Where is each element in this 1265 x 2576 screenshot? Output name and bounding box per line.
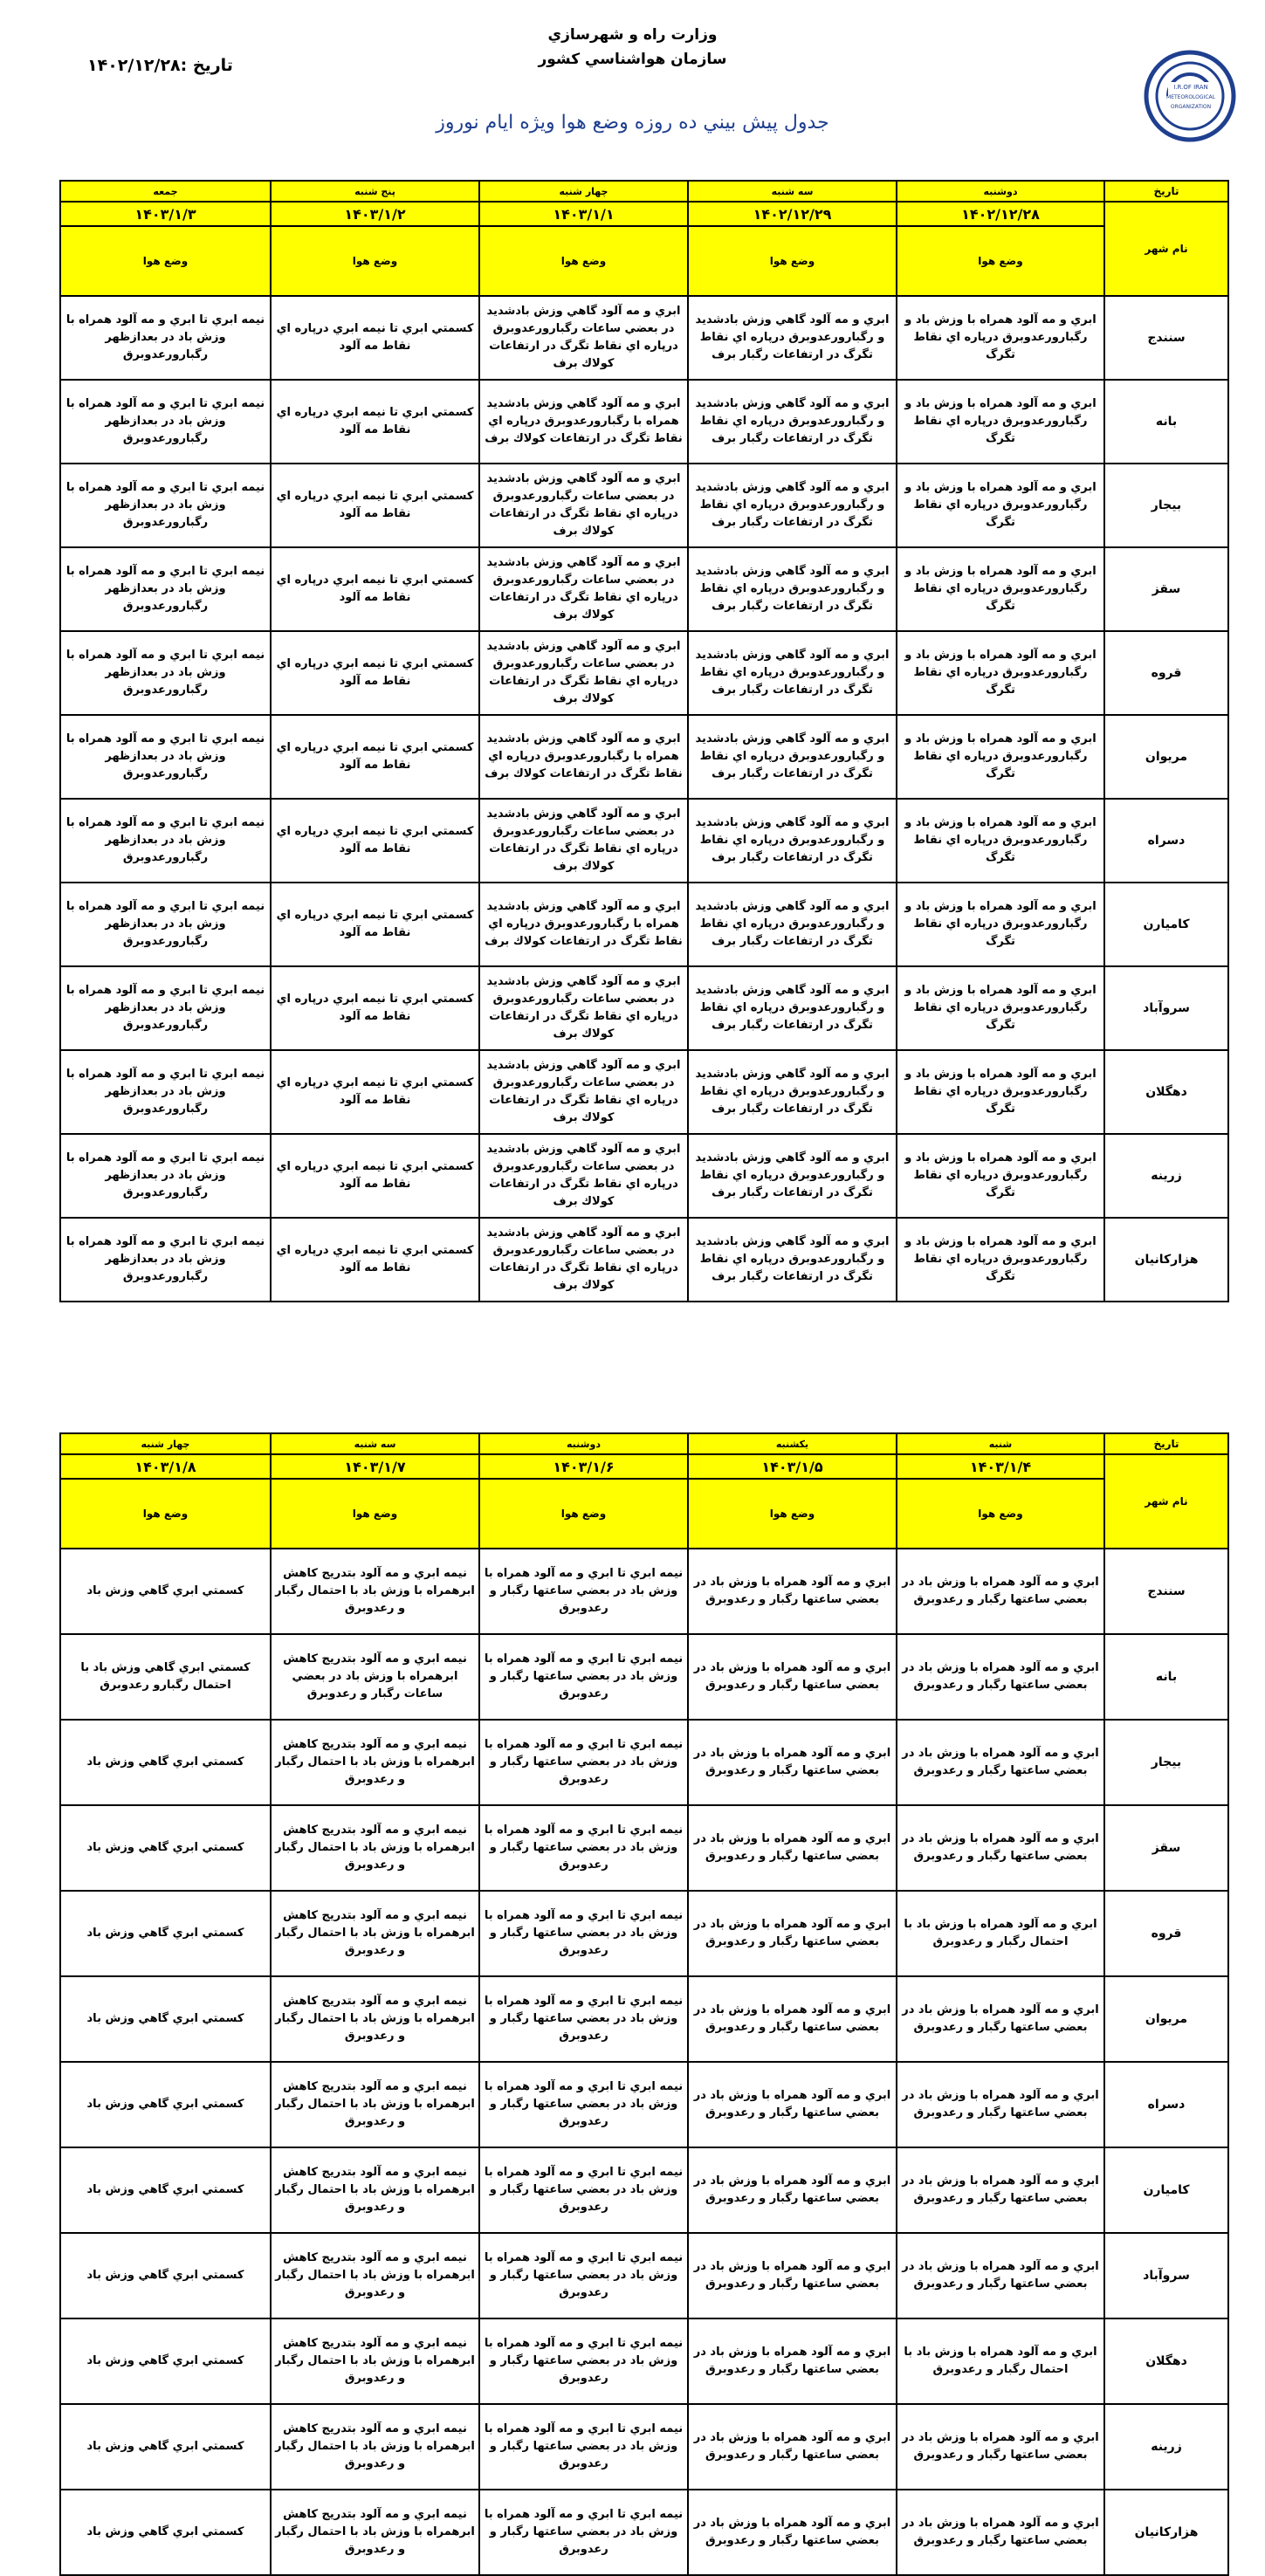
forecast-cell: ابري و مه آلود گاهي وزش بادشديد و رگبارورعدوبرق درپاره اي نقاط تگرگ در ارتفاعات رگبار برف — [688, 547, 897, 631]
forecast-cell: نيمه ابري تا ابري و مه آلود همراه با وزش باد در بعدازظهر رگبارورعدوبرق — [60, 296, 271, 380]
forecast-cell: نيمه ابري تا ابري و مه آلود همراه با وزش باد در بعضي ساعتها رگبار و رعدوبرق — [479, 1549, 688, 1634]
forecast-cell: نيمه ابري و مه آلود بتدريج كاهش ابرهمراه با وزش باد با احتمال رگبار و رعدوبرق — [271, 2490, 479, 2575]
table-row — [60, 631, 1228, 715]
forecast-cell: نيمه ابري و مه آلود بتدريج كاهش ابرهمراه با وزش باد با احتمال رگبار و رعدوبرق — [271, 2147, 479, 2233]
forecast-cell: ابري و مه آلود همراه با وزش باد و رگبارورعدوبرق درپاره اي نقاط تگرگ — [897, 631, 1104, 715]
forecast-cell: ابري و مه آلود همراه با وزش باد در بعضي ساعتها رگبار و رعدوبرق — [897, 1634, 1104, 1720]
forecast-cell: نيمه ابري تا ابري و مه آلود همراه با وزش باد در بعضي ساعتها رگبار و رعدوبرق — [479, 2318, 688, 2404]
forecast-cell: كسمتي ابري تا نيمه ابري درپاره اي نقاط مه آلود — [271, 631, 479, 715]
forecast-cell: نيمه ابري تا ابري و مه آلود همراه با وزش باد در بعدازظهر رگبارورعدوبرق — [60, 966, 271, 1050]
forecast-cell: ابري و مه آلود همراه با وزش باد با احتمال رگبار و رعدوبرق — [897, 2318, 1104, 2404]
forecast-cell: ابري و مه آلود همراه با وزش باد و رگبارورعدوبرق درپاره اي نقاط تگرگ — [897, 715, 1104, 799]
forecast-cell: ابري و مه آلود همراه با وزش باد و رگبارورعدوبرق درپاره اي نقاط تگرگ — [897, 883, 1104, 966]
forecast-cell: ابري و مه آلود گاهي وزش بادشديد و رگبارورعدوبرق درپاره اي نقاط تگرگ در ارتفاعات رگبار برف — [688, 464, 897, 547]
weather-label: وضع هوا — [897, 226, 1104, 296]
forecast-cell: ابري و مه آلود همراه با وزش باد در بعضي ساعتها رگبار و رعدوبرق — [688, 2062, 897, 2147]
table-row — [60, 1720, 1228, 1805]
table-row — [60, 715, 1228, 799]
forecast-cell: ابري و مه آلود گاهي وزش بادشديد و رگبارورعدوبرق درپاره اي نقاط تگرگ در ارتفاعات رگبار برف — [688, 799, 897, 883]
date-row — [60, 1454, 1228, 1479]
city-name: زرينه — [1104, 2404, 1228, 2490]
date-cell: ۱۴۰۳/۱/۳ — [60, 202, 271, 226]
forecast-cell: ابري و مه آلود گاهي وزش بادشديد و رگبارورعدوبرق درپاره اي نقاط تگرگ در ارتفاعات رگبار برف — [688, 380, 897, 464]
table-row — [60, 2404, 1228, 2490]
table-row — [60, 2318, 1228, 2404]
forecast-cell: ابري و مه آلود همراه با وزش باد با احتمال رگبار و رعدوبرق — [897, 1891, 1104, 1976]
forecast-cell: كسمتي ابري گاهي وزش باد — [60, 2147, 271, 2233]
forecast-cell: نيمه ابري تا ابري و مه آلود همراه با وزش باد در بعضي ساعتها رگبار و رعدوبرق — [479, 2490, 688, 2575]
forecast-cell: نيمه ابري تا ابري و مه آلود همراه با وزش باد در بعضي ساعتها رگبار و رعدوبرق — [479, 1634, 688, 1720]
forecast-cell: ابري و مه آلود همراه با وزش باد و رگبارورعدوبرق درپاره اي نقاط تگرگ — [897, 1218, 1104, 1302]
table-row — [60, 1634, 1228, 1720]
forecast-cell: نيمه ابري و مه آلود بتدريج كاهش ابرهمراه با وزش باد با احتمال رگبار و رعدوبرق — [271, 1805, 479, 1891]
forecast-cell: ابري و مه آلود گاهي وزش بادشديد و رگبارورعدوبرق درپاره اي نقاط تگرگ در ارتفاعات رگبار برف — [688, 1134, 897, 1218]
organization-name: سازمان هواشناسي كشور — [538, 51, 727, 68]
forecast-cell: ابري و مه آلود همراه با وزش باد در بعضي ساعتها رگبار و رعدوبرق — [897, 1976, 1104, 2062]
forecast-cell: ابري و مه آلود گاهي وزش بادشديد در بعضي ساعات رگبارورعدوبرق درپاره اي نقاط تگرگ در ارتفاعات كولاك برف — [479, 1134, 688, 1218]
forecast-cell: ابري و مه آلود همراه با وزش باد در بعضي ساعتها رگبار و رعدوبرق — [688, 1720, 897, 1805]
date-cell: ۱۴۰۳/۱/۲ — [271, 202, 479, 226]
forecast-cell: ابري و مه آلود گاهي وزش بادشديد و رگبارورعدوبرق درپاره اي نقاط تگرگ در ارتفاعات رگبار برف — [688, 296, 897, 380]
table-row — [60, 1976, 1228, 2062]
city-name: بيجار — [1104, 464, 1228, 547]
table-row — [60, 2233, 1228, 2318]
forecast-cell: ابري و مه آلود گاهي وزش بادشديد در بعضي ساعات رگبارورعدوبرق درپاره اي نقاط تگرگ در ارتفاعات كولاك برف — [479, 799, 688, 883]
forecast-cell: كسمتي ابري تا نيمه ابري درپاره اي نقاط مه آلود — [271, 1050, 479, 1134]
city-label: نام شهر — [1104, 202, 1228, 296]
weather-label: وضع هوا — [688, 1479, 897, 1549]
date-label: تاريخ — [1104, 1433, 1228, 1454]
forecast-cell: نيمه ابري تا ابري و مه آلود همراه با وزش باد در بعضي ساعتها رگبار و رعدوبرق — [479, 2233, 688, 2318]
forecast-cell: نيمه ابري تا ابري و مه آلود همراه با وزش باد در بعضي ساعتها رگبار و رعدوبرق — [479, 1891, 688, 1976]
table-row — [60, 547, 1228, 631]
forecast-cell: نيمه ابري تا ابري و مه آلود همراه با وزش باد در بعدازظهر رگبارورعدوبرق — [60, 799, 271, 883]
forecast-cell: ابري و مه آلود همراه با وزش باد در بعضي ساعتها رگبار و رعدوبرق — [688, 1634, 897, 1720]
forecast-cell: نيمه ابري تا ابري و مه آلود همراه با وزش باد در بعدازظهر رگبارورعدوبرق — [60, 464, 271, 547]
forecast-cell: ابري و مه آلود همراه با وزش باد در بعضي ساعتها رگبار و رعدوبرق — [897, 1720, 1104, 1805]
forecast-cell: ابري و مه آلود گاهي وزش بادشديد در بعضي ساعات رگبارورعدوبرق درپاره اي نقاط تگرگ در ارتفاعات كولاك برف — [479, 631, 688, 715]
forecast-cell: ابري و مه آلود همراه با وزش باد در بعضي ساعتها رگبار و رعدوبرق — [688, 1976, 897, 2062]
forecast-cell: ابري و مه آلود همراه با وزش باد در بعضي ساعتها رگبار و رعدوبرق — [897, 2404, 1104, 2490]
forecast-cell: نيمه ابري تا ابري و مه آلود همراه با وزش باد در بعضي ساعتها رگبار و رعدوبرق — [479, 2404, 688, 2490]
forecast-cell: ابري و مه آلود همراه با وزش باد در بعضي ساعتها رگبار و رعدوبرق — [688, 1549, 897, 1634]
table-row — [60, 1549, 1228, 1634]
forecast-cell: كسمتي ابري تا نيمه ابري درپاره اي نقاط مه آلود — [271, 1134, 479, 1218]
weather-label: وضع هوا — [60, 1479, 271, 1549]
forecast-cell: كسمتي ابري تا نيمه ابري درپاره اي نقاط مه آلود — [271, 966, 479, 1050]
svg-text:ORGANIZATION: ORGANIZATION — [1170, 104, 1212, 110]
forecast-cell: ابري و مه آلود گاهي وزش بادشديد در بعضي ساعات رگبارورعدوبرق درپاره اي نقاط تگرگ در ارتفاعات كولاك برف — [479, 1218, 688, 1302]
forecast-cell: ابري و مه آلود همراه با وزش باد در بعضي ساعتها رگبار و رعدوبرق — [688, 2147, 897, 2233]
forecast-cell: ابري و مه آلود گاهي وزش بادشديد در بعضي ساعات رگبارورعدوبرق درپاره اي نقاط تگرگ در ارتفاعات كولاك برف — [479, 464, 688, 547]
forecast-cell: ابري و مه آلود گاهي وزش بادشديد همراه با رگبارورعدوبرق درپاره اي نقاط تگرگ در ارتفاعات كولاك برف — [479, 715, 688, 799]
weather-label: وضع هوا — [60, 226, 271, 296]
city-name: قروه — [1104, 631, 1228, 715]
forecast-cell: نيمه ابري و مه آلود بتدريج كاهش ابرهمراه با وزش باد با احتمال رگبار و رعدوبرق — [271, 1976, 479, 2062]
city-name: قروه — [1104, 1891, 1228, 1976]
forecast-cell: كسمتي ابري گاهي وزش باد — [60, 1976, 271, 2062]
forecast-cell: ابري و مه آلود گاهي وزش بادشديد و رگبارورعدوبرق درپاره اي نقاط تگرگ در ارتفاعات رگبار برف — [688, 883, 897, 966]
table-row — [60, 1891, 1228, 1976]
forecast-cell: كسمتي ابري گاهي وزش باد — [60, 2233, 271, 2318]
city-name: دسراه — [1104, 2062, 1228, 2147]
day-name: چهار شنبه — [60, 1433, 271, 1454]
forecast-cell: ابري و مه آلود همراه با وزش باد و رگبارورعدوبرق درپاره اي نقاط تگرگ — [897, 1134, 1104, 1218]
forecast-cell: ابري و مه آلود گاهي وزش بادشديد همراه با رگبارورعدوبرق درپاره اي نقاط تگرگ در ارتفاعات كولاك برف — [479, 380, 688, 464]
forecast-rows — [60, 1549, 1228, 2575]
forecast-cell: كسمتي ابري تا نيمه ابري درپاره اي نقاط مه آلود — [271, 547, 479, 631]
date-cell: ۱۴۰۳/۱/۶ — [479, 1454, 688, 1479]
weather-label: وضع هوا — [271, 1479, 479, 1549]
forecast-cell: نيمه ابري تا ابري و مه آلود همراه با وزش باد در بعدازظهر رگبارورعدوبرق — [60, 631, 271, 715]
forecast-table-1 — [59, 180, 1229, 1302]
city-name: بانه — [1104, 380, 1228, 464]
issue-date: تاريخ :۱۴۰۲/۱۲/۲۸ — [87, 56, 233, 75]
forecast-cell: نيمه ابري تا ابري و مه آلود همراه با وزش باد در بعدازظهر رگبارورعدوبرق — [60, 547, 271, 631]
city-name: زرينه — [1104, 1134, 1228, 1218]
forecast-cell: نيمه ابري و مه آلود بتدريج كاهش ابرهمراه با وزش باد با احتمال رگبار و رعدوبرق — [271, 2062, 479, 2147]
forecast-cell: كسمتي ابري گاهي وزش باد — [60, 2062, 271, 2147]
forecast-cell: ابري و مه آلود گاهي وزش بادشديد همراه با رگبارورعدوبرق درپاره اي نقاط تگرگ در ارتفاعات كولاك برف — [479, 883, 688, 966]
forecast-cell: ابري و مه آلود همراه با وزش باد و رگبارورعدوبرق درپاره اي نقاط تگرگ — [897, 464, 1104, 547]
city-name: سقز — [1104, 1805, 1228, 1891]
weather-label-row — [60, 226, 1228, 296]
day-name: سه شنبه — [688, 181, 897, 202]
forecast-cell: ابري و مه آلود همراه با وزش باد و رگبارورعدوبرق درپاره اي نقاط تگرگ — [897, 1050, 1104, 1134]
forecast-cell: كسمتي ابري گاهي وزش باد — [60, 1891, 271, 1976]
forecast-rows — [60, 296, 1228, 1302]
forecast-cell: ابري و مه آلود همراه با وزش باد و رگبارورعدوبرق درپاره اي نقاط تگرگ — [897, 380, 1104, 464]
forecast-cell: ابري و مه آلود گاهي وزش بادشديد در بعضي ساعات رگبارورعدوبرق درپاره اي نقاط تگرگ در ارتفاعات كولاك برف — [479, 296, 688, 380]
forecast-table-2 — [59, 1432, 1229, 2576]
city-name: كاميارن — [1104, 2147, 1228, 2233]
forecast-cell: ابري و مه آلود همراه با وزش باد در بعضي ساعتها رگبار و رعدوبرق — [897, 2147, 1104, 2233]
table-row — [60, 799, 1228, 883]
forecast-cell: ابري و مه آلود همراه با وزش باد در بعضي ساعتها رگبار و رعدوبرق — [688, 2490, 897, 2575]
table-row — [60, 966, 1228, 1050]
forecast-cell: كسمتي ابري تا نيمه ابري درپاره اي نقاط مه آلود — [271, 715, 479, 799]
forecast-cell: نيمه ابري و مه آلود بتدريج كاهش ابرهمراه با وزش باد با احتمال رگبار و رعدوبرق — [271, 2404, 479, 2490]
forecast-cell: نيمه ابري و مه آلود بتدريج كاهش ابرهمراه با وزش باد با احتمال رگبار و رعدوبرق — [271, 1720, 479, 1805]
forecast-cell: كسمتي ابري گاهي وزش باد — [60, 1805, 271, 1891]
forecast-cell: ابري و مه آلود گاهي وزش بادشديد در بعضي ساعات رگبارورعدوبرق درپاره اي نقاط تگرگ در ارتفاعات كولاك برف — [479, 966, 688, 1050]
forecast-cell: كسمتي ابري گاهي وزش باد — [60, 2318, 271, 2404]
forecast-cell: كسمتي ابري تا نيمه ابري درپاره اي نقاط مه آلود — [271, 380, 479, 464]
forecast-cell: كسمتي ابري تا نيمه ابري درپاره اي نقاط مه آلود — [271, 464, 479, 547]
meteorological-organization-logo — [1142, 45, 1238, 150]
city-name: دسراه — [1104, 799, 1228, 883]
forecast-cell: نيمه ابري تا ابري و مه آلود همراه با وزش باد در بعضي ساعتها رگبار و رعدوبرق — [479, 1805, 688, 1891]
forecast-cell: نيمه ابري و مه آلود بتدريج كاهش ابرهمراه با وزش باد با احتمال رگبار و رعدوبرق — [271, 2233, 479, 2318]
forecast-cell: ابري و مه آلود همراه با وزش باد و رگبارورعدوبرق درپاره اي نقاط تگرگ — [897, 799, 1104, 883]
forecast-cell: كسمتي ابري تا نيمه ابري درپاره اي نقاط مه آلود — [271, 799, 479, 883]
day-name: دوشنبه — [479, 1433, 688, 1454]
forecast-cell: ابري و مه آلود همراه با وزش باد در بعضي ساعتها رگبار و رعدوبرق — [688, 1891, 897, 1976]
city-name: مريوان — [1104, 715, 1228, 799]
svg-text:METEOROLOGICAL: METEOROLOGICAL — [1166, 94, 1215, 100]
table-row — [60, 1218, 1228, 1302]
forecast-cell: ابري و مه آلود گاهي وزش بادشديد و رگبارورعدوبرق درپاره اي نقاط تگرگ در ارتفاعات رگبار برف — [688, 966, 897, 1050]
table-row — [60, 1805, 1228, 1891]
forecast-cell: ابري و مه آلود همراه با وزش باد در بعضي ساعتها رگبار و رعدوبرق — [897, 2233, 1104, 2318]
table-row — [60, 464, 1228, 547]
svg-text:I.R.OF IRAN: I.R.OF IRAN — [1173, 84, 1208, 91]
date-cell: ۱۴۰۳/۱/۸ — [60, 1454, 271, 1479]
forecast-cell: نيمه ابري و مه آلود بتدريج كاهش ابرهمراه با وزش باد در بعضي ساعات رگبار و رعدوبرق — [271, 1634, 479, 1720]
date-label: تاريخ — [1104, 181, 1228, 202]
day-name: جمعه — [60, 181, 271, 202]
page-header — [0, 0, 1265, 175]
forecast-cell: ابري و مه آلود همراه با وزش باد و رگبارورعدوبرق درپاره اي نقاط تگرگ — [897, 547, 1104, 631]
forecast-cell: كسمتي ابري تا نيمه ابري درپاره اي نقاط مه آلود — [271, 883, 479, 966]
date-cell: ۱۴۰۲/۱۲/۲۸ — [897, 202, 1104, 226]
table-row — [60, 1134, 1228, 1218]
forecast-cell: كسمتي ابري گاهي وزش باد — [60, 1549, 271, 1634]
city-name: سنندج — [1104, 1549, 1228, 1634]
forecast-cell: ابري و مه آلود همراه با وزش باد و رگبارورعدوبرق درپاره اي نقاط تگرگ — [897, 296, 1104, 380]
forecast-cell: نيمه ابري تا ابري و مه آلود همراه با وزش باد در بعدازظهر رگبارورعدوبرق — [60, 715, 271, 799]
forecast-cell: ابري و مه آلود گاهي وزش بادشديد و رگبارورعدوبرق درپاره اي نقاط تگرگ در ارتفاعات رگبار برف — [688, 631, 897, 715]
weather-label: وضع هوا — [479, 1479, 688, 1549]
forecast-cell: ابري و مه آلود همراه با وزش باد در بعضي ساعتها رگبار و رعدوبرق — [897, 2490, 1104, 2575]
page-title: جدول پيش بيني ده روزه وضع هوا ويژه ايام نوروز — [436, 112, 829, 134]
date-cell: ۱۴۰۳/۱/۷ — [271, 1454, 479, 1479]
forecast-cell: نيمه ابري تا ابري و مه آلود همراه با وزش باد در بعدازظهر رگبارورعدوبرق — [60, 380, 271, 464]
forecast-cell: ابري و مه آلود همراه با وزش باد در بعضي ساعتها رگبار و رعدوبرق — [897, 1805, 1104, 1891]
forecast-cell: ابري و مه آلود همراه با وزش باد در بعضي ساعتها رگبار و رعدوبرق — [688, 2233, 897, 2318]
day-row — [60, 1433, 1228, 1454]
city-name: دهگلان — [1104, 1050, 1228, 1134]
forecast-cell: نيمه ابري تا ابري و مه آلود همراه با وزش باد در بعدازظهر رگبارورعدوبرق — [60, 1050, 271, 1134]
day-name: سه شنبه — [271, 1433, 479, 1454]
table-row — [60, 296, 1228, 380]
forecast-cell: نيمه ابري تا ابري و مه آلود همراه با وزش باد در بعضي ساعتها رگبار و رعدوبرق — [479, 1720, 688, 1805]
city-name: بيجار — [1104, 1720, 1228, 1805]
city-label: نام شهر — [1104, 1454, 1228, 1549]
forecast-cell: ابري و مه آلود گاهي وزش بادشديد و رگبارورعدوبرق درپاره اي نقاط تگرگ در ارتفاعات رگبار برف — [688, 715, 897, 799]
city-name: دهگلان — [1104, 2318, 1228, 2404]
city-name: سقز — [1104, 547, 1228, 631]
day-name: دوشنبه — [897, 181, 1104, 202]
forecast-cell: ابري و مه آلود همراه با وزش باد در بعضي ساعتها رگبار و رعدوبرق — [688, 2404, 897, 2490]
forecast-cell: كسمتي ابري گاهي وزش باد — [60, 1720, 271, 1805]
forecast-cell: ابري و مه آلود همراه با وزش باد و رگبارورعدوبرق درپاره اي نقاط تگرگ — [897, 966, 1104, 1050]
forecast-cell: نيمه ابري تا ابري و مه آلود همراه با وزش باد در بعضي ساعتها رگبار و رعدوبرق — [479, 2062, 688, 2147]
forecast-cell: ابري و مه آلود گاهي وزش بادشديد و رگبارورعدوبرق درپاره اي نقاط تگرگ در ارتفاعات رگبار برف — [688, 1050, 897, 1134]
weather-label: وضع هوا — [688, 226, 897, 296]
table-row — [60, 2062, 1228, 2147]
day-name: شنبه — [897, 1433, 1104, 1454]
day-name: يكشنبه — [688, 1433, 897, 1454]
table-row — [60, 2147, 1228, 2233]
day-row — [60, 181, 1228, 202]
forecast-cell: ابري و مه آلود گاهي وزش بادشديد در بعضي ساعات رگبارورعدوبرق درپاره اي نقاط تگرگ در ارتفاعات كولاك برف — [479, 1050, 688, 1134]
date-cell: ۱۴۰۳/۱/۱ — [479, 202, 688, 226]
day-name: پنج شنبه — [271, 181, 479, 202]
forecast-cell: كسمتي ابري گاهي وزش باد — [60, 2490, 271, 2575]
date-cell: ۱۴۰۲/۱۲/۲۹ — [688, 202, 897, 226]
forecast-cell: كسمتي ابري تا نيمه ابري درپاره اي نقاط مه آلود — [271, 296, 479, 380]
forecast-cell: نيمه ابري و مه آلود بتدريج كاهش ابرهمراه با وزش باد با احتمال رگبار و رعدوبرق — [271, 1549, 479, 1634]
forecast-cell: نيمه ابري تا ابري و مه آلود همراه با وزش باد در بعضي ساعتها رگبار و رعدوبرق — [479, 2147, 688, 2233]
forecast-cell: نيمه ابري تا ابري و مه آلود همراه با وزش باد در بعضي ساعتها رگبار و رعدوبرق — [479, 1976, 688, 2062]
forecast-cell: ابري و مه آلود گاهي وزش بادشديد در بعضي ساعات رگبارورعدوبرق درپاره اي نقاط تگرگ در ارتفاعات كولاك برف — [479, 547, 688, 631]
city-name: هزاركانيان — [1104, 2490, 1228, 2575]
date-cell: ۱۴۰۳/۱/۴ — [897, 1454, 1104, 1479]
city-name: سروآباد — [1104, 966, 1228, 1050]
weather-label: وضع هوا — [479, 226, 688, 296]
forecast-cell: نيمه ابري تا ابري و مه آلود همراه با وزش باد در بعدازظهر رگبارورعدوبرق — [60, 883, 271, 966]
table-row — [60, 1050, 1228, 1134]
forecast-cell: ابري و مه آلود گاهي وزش بادشديد و رگبارورعدوبرق درپاره اي نقاط تگرگ در ارتفاعات رگبار برف — [688, 1218, 897, 1302]
ministry-name: وزارت راه و شهرسازي — [547, 26, 718, 44]
table-row — [60, 883, 1228, 966]
forecast-cell: ابري و مه آلود همراه با وزش باد در بعضي ساعتها رگبار و رعدوبرق — [897, 1549, 1104, 1634]
table-row — [60, 2490, 1228, 2575]
city-name: سنندج — [1104, 296, 1228, 380]
forecast-cell: نيمه ابري و مه آلود بتدريج كاهش ابرهمراه با وزش باد با احتمال رگبار و رعدوبرق — [271, 1891, 479, 1976]
forecast-cell: نيمه ابري و مه آلود بتدريج كاهش ابرهمراه با وزش باد با احتمال رگبار و رعدوبرق — [271, 2318, 479, 2404]
forecast-cell: ابري و مه آلود همراه با وزش باد در بعضي ساعتها رگبار و رعدوبرق — [897, 2062, 1104, 2147]
forecast-cell: ابري و مه آلود همراه با وزش باد در بعضي ساعتها رگبار و رعدوبرق — [688, 1805, 897, 1891]
city-name: هزاركانيان — [1104, 1218, 1228, 1302]
date-row — [60, 202, 1228, 226]
forecast-cell: نيمه ابري تا ابري و مه آلود همراه با وزش باد در بعدازظهر رگبارورعدوبرق — [60, 1218, 271, 1302]
city-name: سروآباد — [1104, 2233, 1228, 2318]
day-name: چهار شنبه — [479, 181, 688, 202]
table-row — [60, 380, 1228, 464]
date-cell: ۱۴۰۳/۱/۵ — [688, 1454, 897, 1479]
weather-label: وضع هوا — [897, 1479, 1104, 1549]
forecast-cell: نيمه ابري تا ابري و مه آلود همراه با وزش باد در بعدازظهر رگبارورعدوبرق — [60, 1134, 271, 1218]
forecast-cell: كسمتي ابري گاهي وزش باد — [60, 2404, 271, 2490]
forecast-cell: كسمتي ابري گاهي وزش باد با احتمال رگبارو رعدوبرق — [60, 1634, 271, 1720]
forecast-cell: ابري و مه آلود همراه با وزش باد در بعضي ساعتها رگبار و رعدوبرق — [688, 2318, 897, 2404]
weather-label-row — [60, 1479, 1228, 1549]
weather-label: وضع هوا — [271, 226, 479, 296]
city-name: كاميارن — [1104, 883, 1228, 966]
forecast-cell: كسمتي ابري تا نيمه ابري درپاره اي نقاط مه آلود — [271, 1218, 479, 1302]
city-name: بانه — [1104, 1634, 1228, 1720]
city-name: مريوان — [1104, 1976, 1228, 2062]
